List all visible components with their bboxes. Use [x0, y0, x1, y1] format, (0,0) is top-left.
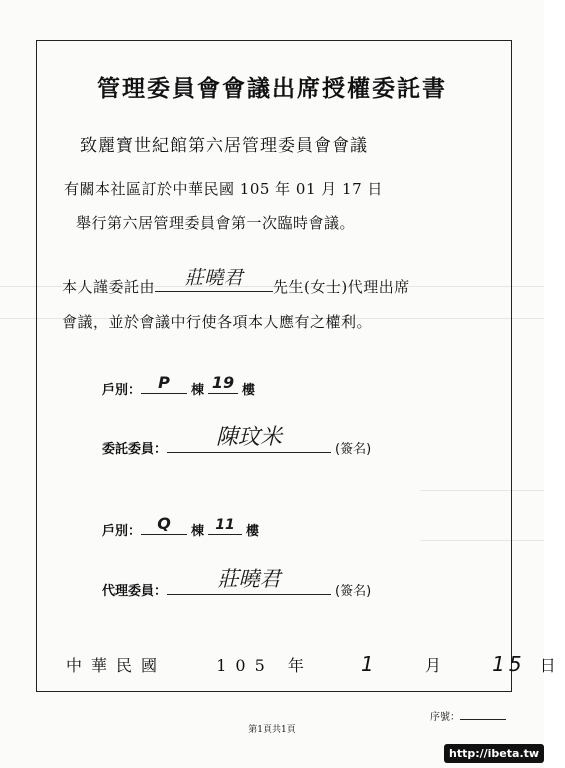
date-prefix: 中華民國 [66, 656, 167, 675]
building-label: 棟 [191, 383, 205, 398]
serial-number [430, 708, 506, 723]
serial-label: 序號： [430, 712, 460, 723]
page-info: 第1頁共1頁 [248, 725, 296, 735]
member-label: 代理委員： [102, 584, 168, 599]
proxy-signature-handwritten: 莊曉君 [217, 567, 281, 591]
serial-field [460, 709, 506, 720]
floor-label: 樓 [242, 383, 256, 398]
date-month-handwritten: 1 [361, 652, 383, 676]
month-label: 月 [424, 656, 450, 675]
proxy-signature-row [102, 567, 372, 599]
form-title: 管理委員會會議出席授權委託書 [97, 75, 447, 102]
household-label: 戶別： [102, 524, 142, 539]
proxy-signature-field [167, 567, 331, 595]
member-label: 委託委員： [102, 442, 168, 457]
sign-label: (簽名) [335, 442, 372, 457]
delegation-line [62, 267, 410, 297]
principal-building-handwritten: P [158, 373, 170, 392]
date-year: 105 [216, 656, 274, 675]
signing-date [66, 652, 565, 676]
principal-floor-handwritten: 19 [211, 373, 235, 392]
floor-label: 樓 [246, 524, 260, 539]
building-label: 棟 [191, 524, 205, 539]
delegate-name-handwritten: 莊曉君 [184, 267, 244, 289]
principal-signature-handwritten: 陳玟米 [216, 425, 283, 450]
principal-floor-field [208, 373, 238, 394]
meeting-description: 舉行第六居管理委員會第一次臨時會議。 [76, 214, 356, 232]
date-day-handwritten: 15 [492, 652, 526, 676]
proxy-floor-field [208, 518, 242, 535]
delegation-suffix: 先生(女士)代理出席 [273, 278, 410, 296]
principal-signature-field [167, 425, 331, 453]
sign-label: (簽名) [335, 584, 372, 599]
proxy-floor-handwritten: 11 [215, 517, 235, 533]
proxy-household-row [102, 514, 260, 539]
principal-household-row [102, 373, 256, 398]
year-label: 年 [287, 656, 313, 675]
household-label: 戶別： [102, 383, 142, 398]
proxy-building-handwritten: Q [157, 514, 171, 533]
proxy-building-field [141, 514, 187, 535]
watermark: http://ibeta.tw [444, 744, 544, 763]
delegation-rights: 會議，並於會議中行使各項本人應有之權利。 [62, 313, 373, 331]
meeting-date-line: 有關本社區訂於中華民國 105 年 01 月 17 日 [64, 180, 383, 198]
day-label: 日 [539, 656, 565, 675]
delegate-name-field [155, 267, 273, 292]
addressee: 致麗寶世紀館第六居管理委員會會議 [80, 136, 368, 156]
principal-signature-row [102, 425, 372, 457]
principal-building-field [141, 373, 187, 394]
delegation-prefix: 本人謹委託由 [62, 278, 156, 296]
